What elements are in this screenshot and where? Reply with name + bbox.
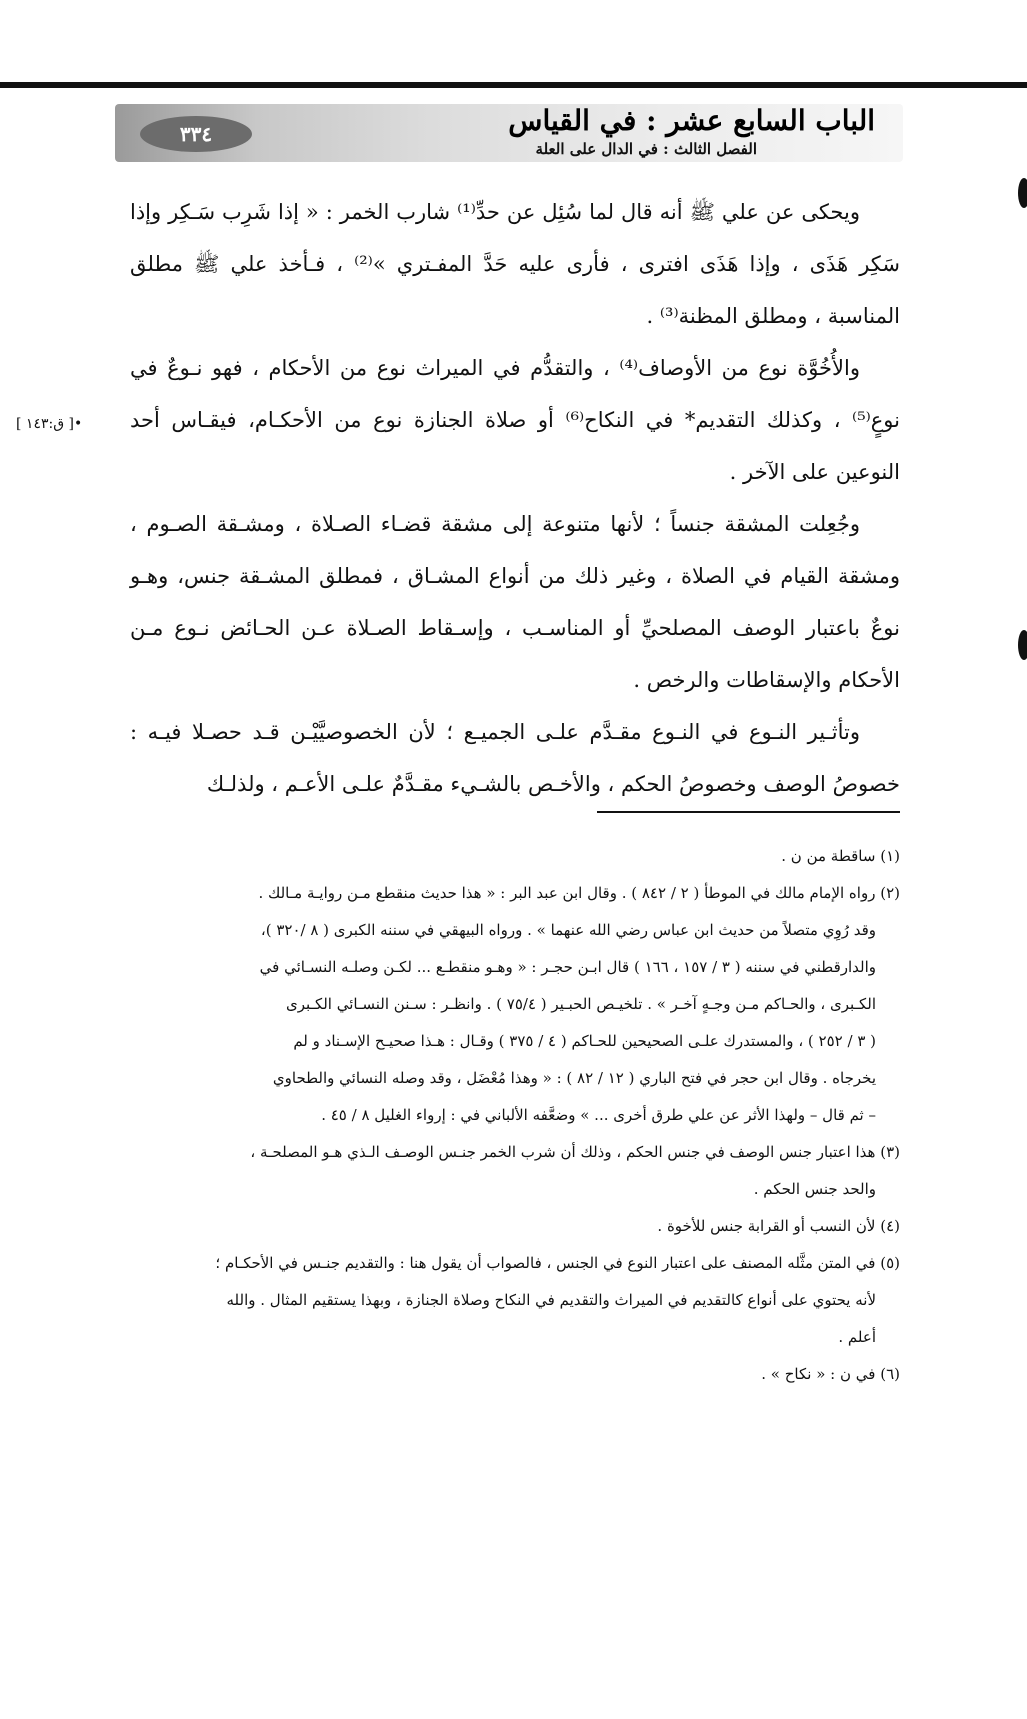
- footnote-line: (٢) رواه الإمام مالك في الموطأ ( ٢ / ٨٤٢ ) . وقال ابن عبد البر : « هذا حديث منقطع مـن روايـة مـالك .: [258, 884, 900, 902]
- footnote-line: – ثم قال – ولهذا الأثر عن علي طرق أخرى ... » وضعَّفه الألباني في : إرواء الغليل ٨ / ٤٥ .: [321, 1106, 876, 1124]
- footnotes: [130, 838, 900, 1393]
- footnote-separator: [597, 811, 900, 813]
- chapter-title: الباب السابع عشر : في القياس: [508, 104, 875, 137]
- body-paragraph: ويحكى عن علي ﷺ أنه قال لما سُئِل عن حدِّ⁽¹⁾ شارب الخمر : « إذا شَرِب سَـكِر وإذا سَكِر هَذَى ، وإذا هَذَى افترى ، فأرى عليه حَدَّ المفـتري »⁽²⁾ ، فـأخذ علي ﷺ مطلق المناسبة ، ومطلق المظنة⁽³⁾ .: [130, 200, 901, 328]
- footnote-line: والحد جنس الحكم .: [753, 1180, 876, 1198]
- body-paragraph: وتأثـير النـوع في النـوع مقـدَّم علـى الجميـع ؛ لأن الخصوصيَّيْـن قـد حصـلا فيـه : خصوصُ الوصف وخصوصُ الحكم ، والأخـص بالشـيء مقـدَّمٌ علـى الأعـم ، ولذلـك: [130, 720, 900, 796]
- footnote-line: (١) ساقطة من ن .: [781, 847, 900, 865]
- edge-mark: [1018, 178, 1027, 208]
- footnote-line: (٥) في المتن مثَّله المصنف على اعتبار النوع في الجنس ، فالصواب أن يقول هنا : والتقديم جنـس في الأحكـام ؛: [215, 1254, 900, 1272]
- footnote-line: والدارقطني في سننه ( ٣ / ١٥٧ ، ١٦٦ ) قال ابـن حجـر : « وهـو منقطـع ... لكـن وصلـه النسـائي في: [259, 958, 876, 976]
- footnote-line: يخرجاه . وقال ابن حجر في فتح الباري ( ١٢ / ٨٢ ) : « وهذا مُعْضَل ، وقد وصله النسائي والطحاوي: [272, 1069, 876, 1087]
- footnote-line: أعلم .: [838, 1328, 876, 1346]
- edge-mark: [1018, 630, 1027, 660]
- body-paragraph: وجُعِلت المشقة جنساً ؛ لأنها متنوعة إلى مشقة قضـاء الصـلاة ، ومشـقة الصـوم ، ومشقة القيام في الصلاة ، وغير ذلك من أنواع المشـاق ، فمطلق المشـقة جنس، وهـو نوعٌ باعتبار الوصف المصلحيِّ أو المناسـب ، وإسـقاط الصـلاة عـن الحـائض نـوع مـن الأحكام والإسقاطات والرخص .: [130, 512, 900, 692]
- footnote-line: لأنه يحتوي على أنواع كالتقديم في الميراث والتقديم في النكاح وصلاة الجنازة ، وبهذا يستقيم المثال . والله: [226, 1291, 876, 1309]
- page-number: ٣٣٤: [140, 116, 252, 152]
- footnote-line: (٤) لأن النسب أو القرابة جنس للأخوة .: [657, 1217, 900, 1235]
- footnote-line: وقد رُوِي متصلاً من حديث ابن عباس رضي الله عنهما » . ورواه البيهقي في سننه الكبرى ( ٨ /٣٢٠ )،: [260, 921, 876, 939]
- top-rule: [0, 82, 1027, 88]
- footnote-line: (٦) في ن : « نكاح » .: [761, 1365, 900, 1383]
- footnote-line: ( ٣ / ٢٥٢ ) ، والمستدرك علـى الصحيحين للحـاكم ( ٤ / ٣٧٥ ) وقـال : هـذا صحيـح الإسـناد و لم: [293, 1032, 876, 1050]
- body-text: [130, 186, 900, 810]
- section-title: الفصل الثالث : في الدال على العلة: [535, 140, 757, 158]
- footnote-line: (٣) هذا اعتبار جنس الوصف في جنس الحكم ، وذلك أن شرب الخمر جنـس الوصـف الـذي هـو المصلحـة ،: [250, 1143, 900, 1161]
- footnote-line: الكـبرى ، والحـاكم مـن وجـهٍ آخـر » . تلخيـص الحبـير ( ٧٥/٤ ) . وانظـر : سـنن النسـائي الكـبرى: [286, 995, 876, 1013]
- body-paragraph: والأُخُوَّة نوع من الأوصاف⁽⁴⁾ ، والتقدُّم في الميراث نوع من الأحكام ، فهو نـوعٌ في نوعٍ⁽⁵⁾ ، وكذلك التقديم* في النكاح⁽⁶⁾ أو صلاة الجنازة نوع من الأحكـام، فيقـاس أحد النوعين على الآخر .: [130, 356, 900, 484]
- margin-manuscript-ref: •[ ق:١٤٣ ]: [16, 416, 83, 432]
